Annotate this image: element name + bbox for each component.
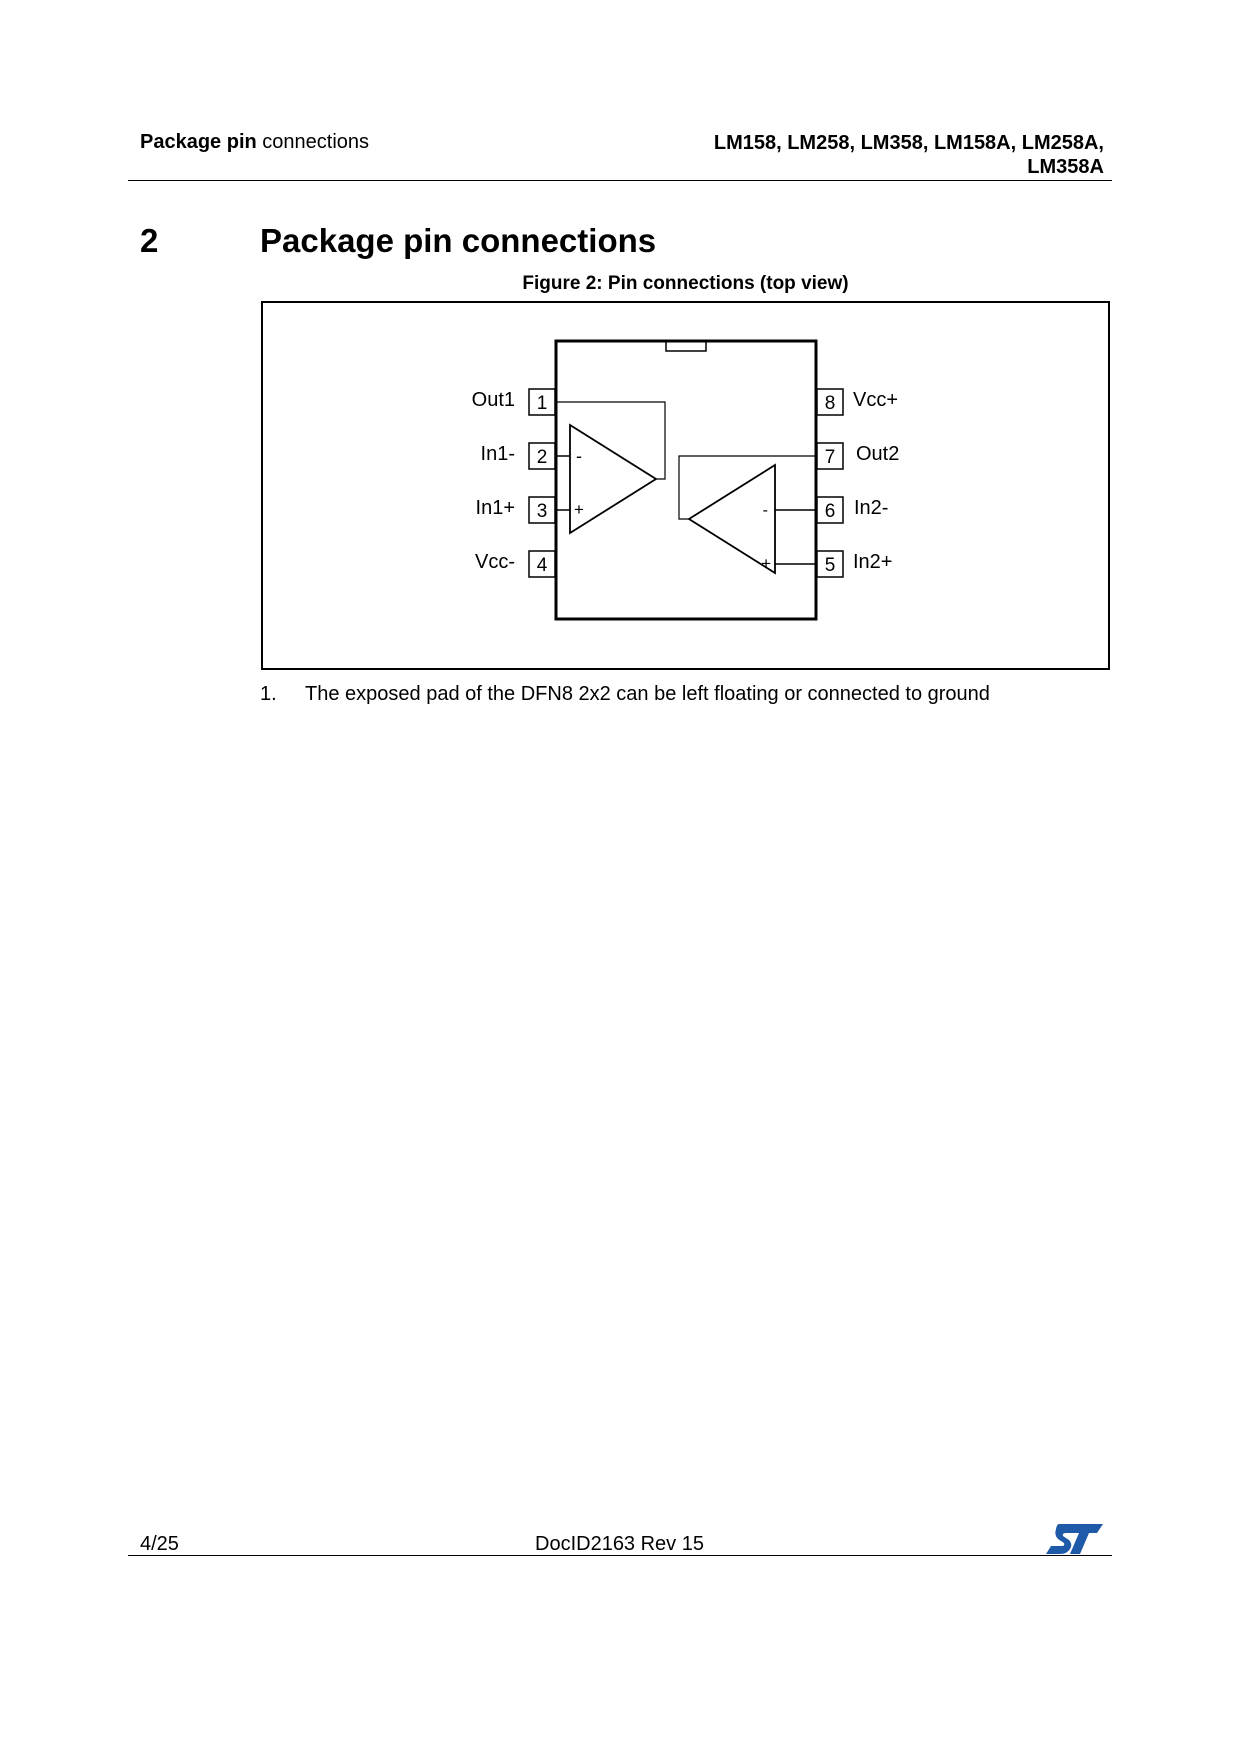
pin-label-in2-minus: In2-: [854, 497, 889, 519]
pin-number-1: 1: [536, 393, 548, 414]
opamp-1-minus-sign: -: [576, 446, 582, 466]
header-parts-line2: LM358A: [1027, 156, 1104, 178]
opamp-1-plus-sign: +: [574, 500, 584, 519]
header-parts-line1: LM158, LM258, LM358, LM158A, LM258A,: [713, 132, 1104, 154]
pin-label-in2-plus: In2+: [853, 551, 893, 573]
figure-caption: Figure 2: Pin connections (top view): [522, 273, 849, 294]
pin-label-vcc-minus: Vcc-: [475, 551, 515, 573]
pin-label-vcc-plus: Vcc+: [853, 389, 899, 411]
st-logo: [1045, 1522, 1105, 1561]
package-body: [556, 341, 816, 619]
opamp-2-minus-sign: -: [762, 502, 768, 519]
page-number: 4/25: [140, 1533, 179, 1555]
pin-number-7: 7: [824, 447, 836, 468]
section-title: Package pin connections: [260, 222, 657, 259]
running-header-section: [140, 131, 369, 154]
pin-label-in1-plus: In1+: [475, 497, 515, 519]
figure-footnote: [260, 683, 990, 706]
pin-diagram: [263, 303, 1112, 672]
running-header-parts: [714, 131, 1104, 179]
pin-diagram-figure: [261, 301, 1110, 670]
pin-number-5: 5: [824, 555, 836, 576]
section-number: 2: [140, 222, 159, 259]
document-id: DocID2163 Rev 15: [535, 1533, 704, 1555]
footnote-text: The exposed pad of the DFN8 2x2 can be left floating or connected to ground: [305, 683, 990, 705]
pin-number-8: 8: [824, 393, 836, 414]
st-logo-graphic: [1045, 1522, 1105, 1556]
pin-number-6: 6: [824, 501, 836, 522]
pin-label-out1: Out1: [471, 389, 515, 411]
header-section-bold: Package pin: [140, 131, 257, 153]
header-section-rest: connections: [256, 131, 370, 153]
pin-label-out2: Out2: [856, 443, 900, 465]
opamp-1-output-wire: [555, 402, 665, 479]
header-divider: [128, 180, 1112, 181]
footnote-number: 1.: [260, 683, 277, 705]
pin-label-in1-minus: In1-: [480, 443, 515, 465]
st-logo-shape: [1046, 1524, 1103, 1554]
pin-number-3: 3: [536, 501, 548, 522]
opamp-2-plus-sign: +: [761, 554, 771, 573]
pin-number-2: 2: [536, 447, 548, 468]
pin-number-4: 4: [536, 555, 548, 576]
